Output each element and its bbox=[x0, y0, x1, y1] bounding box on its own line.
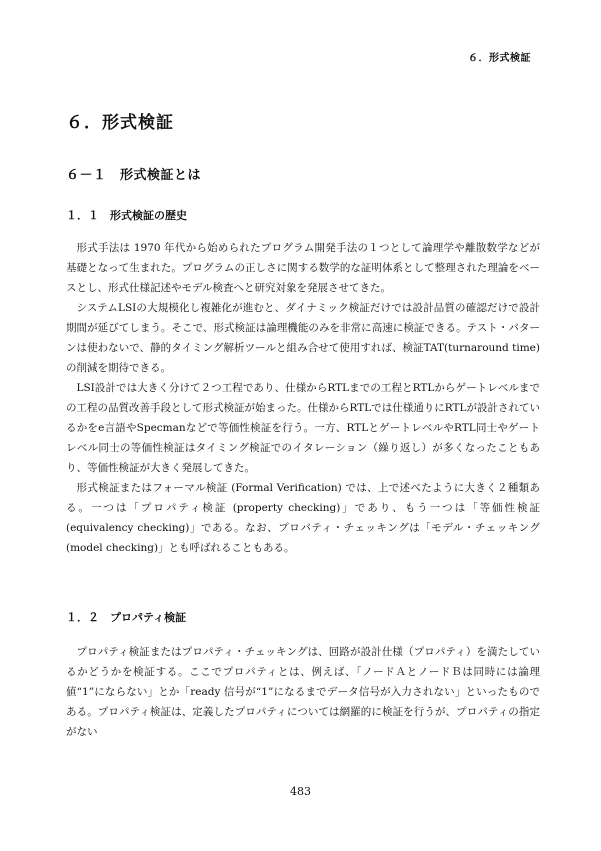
subsection-title-history: １．１ 形式検証の歴史 bbox=[66, 209, 187, 222]
paragraph: プロパティ検証またはプロパティ・チェッキングは、回路が設計仕様（プロパティ）を満たしているかどうかを検証する。ここでプロパティとは、例えば、「ノードＡとノードＢは同時には論理値“1”にならない」とか「ready 信号が“1”になるまでデータ信号が入力されない」といったものである。プロパティ検証は、定義したプロパティについては網羅的に検証を行うが、プロパティの指定がない bbox=[66, 646, 540, 738]
subsection-title-property-checking: １．２ プロパティ検証 bbox=[66, 611, 187, 624]
history-body bbox=[66, 238, 540, 558]
paragraph: 形式検証またはフォーマル検証 (Formal Verification) では、上で述べたように大きく２種類ある。一つは「プロパティ検証 (property checking)」であり、もう一つは「等価性検証 (equivalency checking)」である。なお、プロパティ・チェッキングは「モデル・チェッキング (model checking)」とも呼ばれることもある。 bbox=[66, 482, 540, 554]
property-checking-body bbox=[66, 642, 540, 742]
page-number: 483 bbox=[290, 785, 311, 798]
paragraph: システムLSIの大規模化し複雑化が進むと、ダイナミック検証だけでは設計品質の確認だけで設計期間が延びてしまう。そこで、形式検証は論理機能のみを非常に高速に検証できる。テスト・パターンは使わないで、静的タイミング解析ツールと組み合せて使用すれば、検証TAT(turnaround time) の削減を期待できる。 bbox=[66, 302, 540, 374]
paragraph: LSI設計では大きく分けて２つ工程であり、仕様からRTLまでの工程とRTLからゲートレベルまでの工程の品質改善手段として形式検証が始まった。仕様からRTLでは仕様通りにRTLが設計されているかをe言語やSpecmanなどで等価性検証を行う。一方、RTLとゲートレベルやRTL同士やゲートレベル同士の等価性検証はタイミング検証でのイタレーション（繰り返し）が多くなったこともあり、等価性検証が大きく発展してきた。 bbox=[66, 382, 540, 474]
chapter-title: ６．形式検証 bbox=[66, 113, 174, 133]
paragraph: 形式手法は 1970 年代から始められたプログラム開発手法の１つとして論理学や離散数学などが基礎となって生まれた。プログラムの正しさに関する数学的な証明体系として整理された理論をベースとし、形式仕様記述やモデル検査へと研究対象を発展させてきた。 bbox=[66, 242, 540, 294]
section-title: ６－１ 形式検証とは bbox=[66, 168, 202, 183]
running-header: ６．形式検証 bbox=[468, 53, 531, 64]
